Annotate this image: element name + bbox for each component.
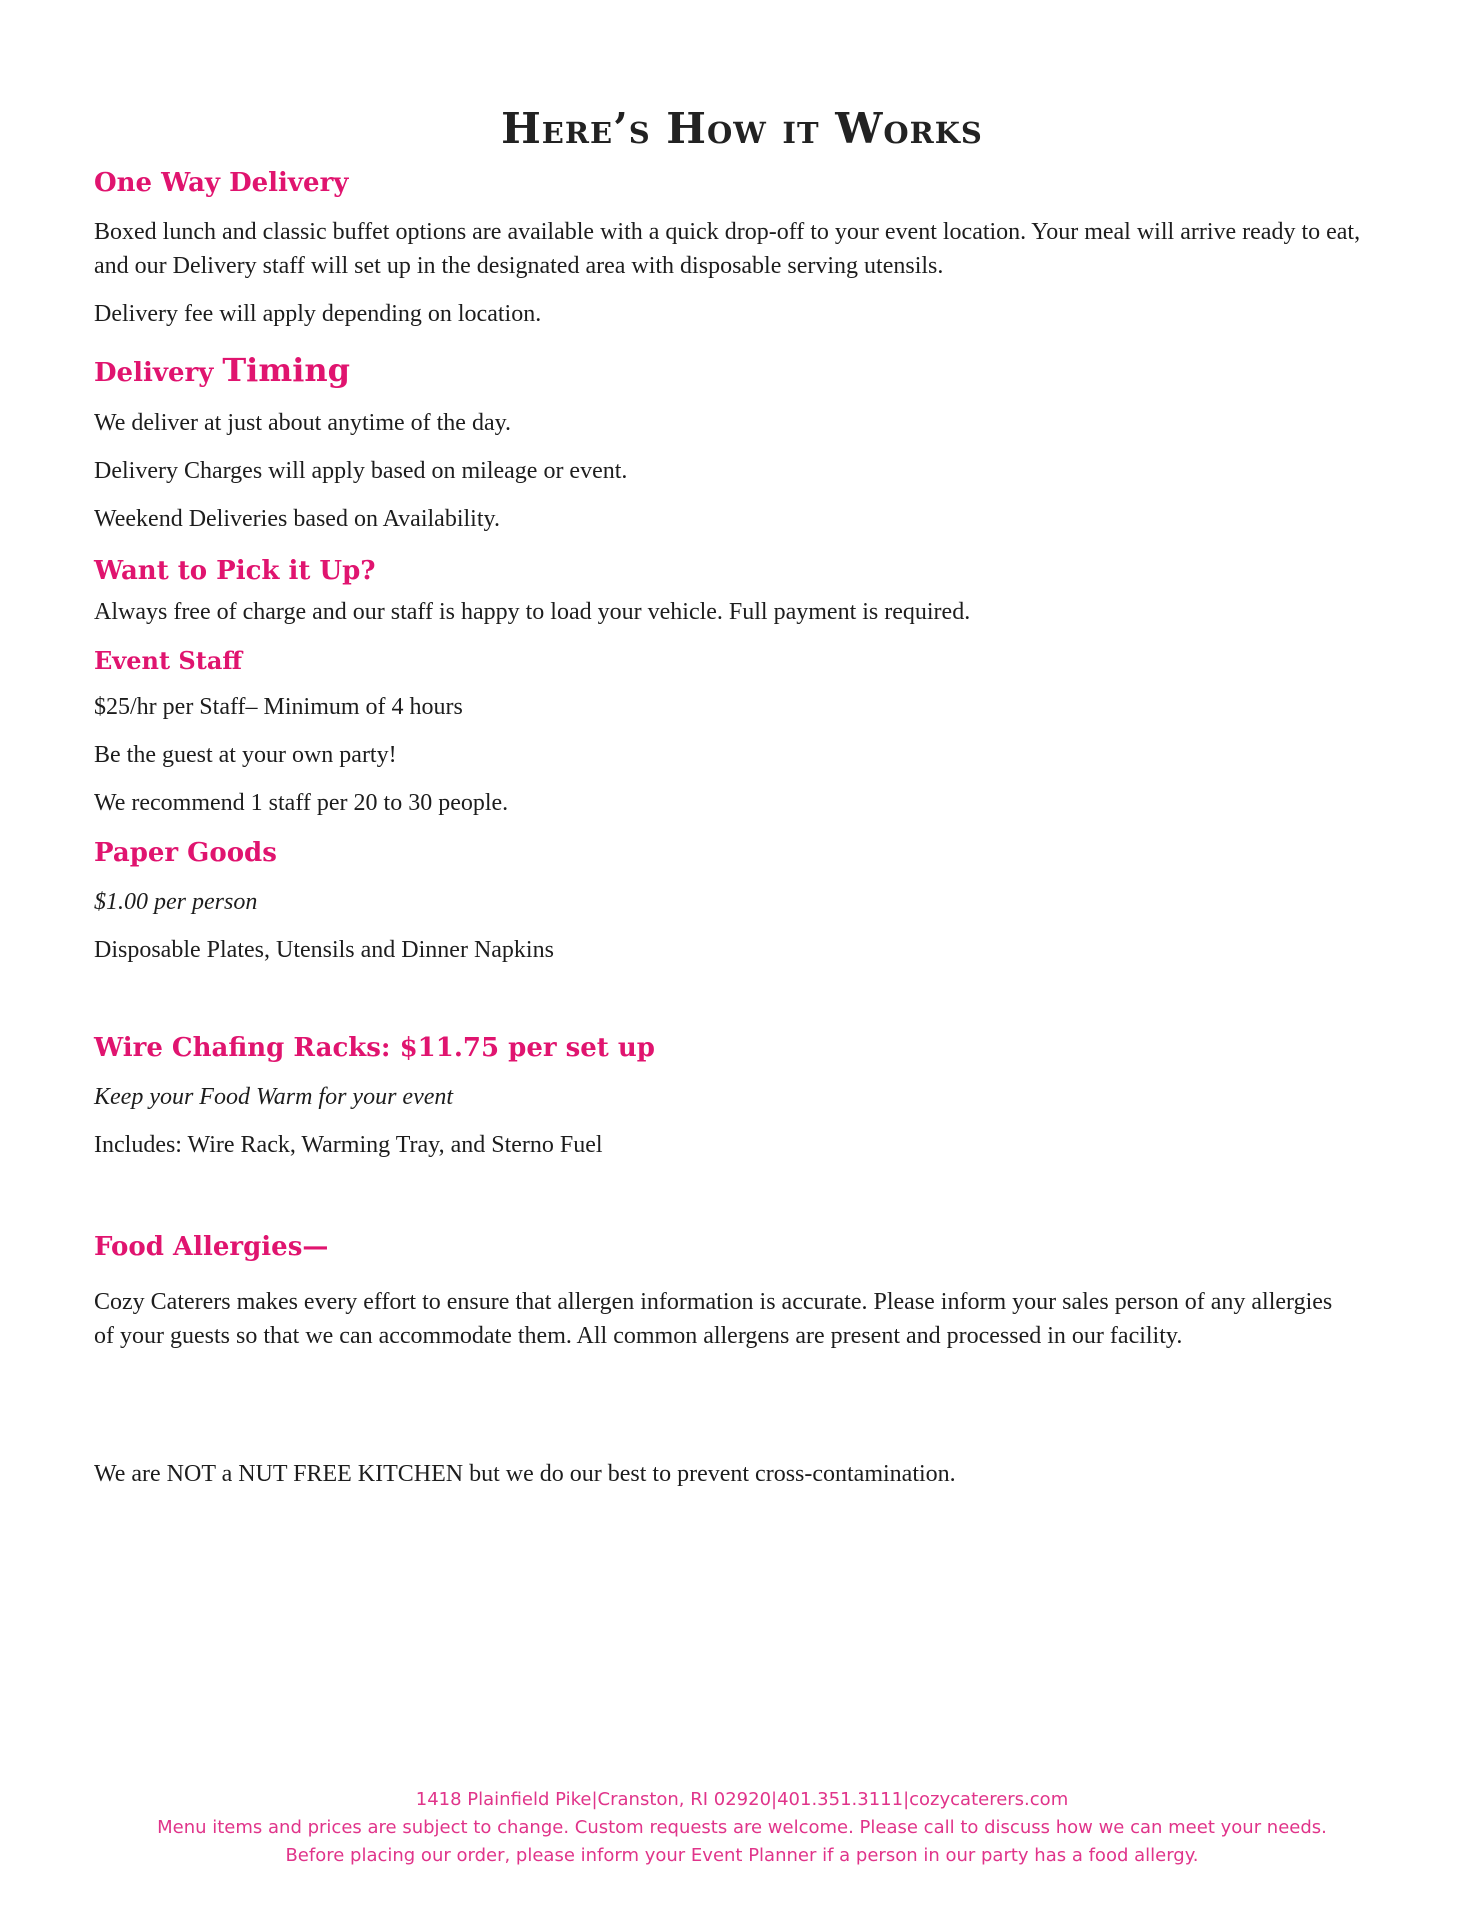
page-content — [94, 168, 1394, 1505]
wire-racks-line-1: Includes: Wire Rack, Warming Tray, and Sterno Fuel — [94, 1131, 603, 1158]
page-title: Here’s How it Works — [501, 104, 983, 153]
footer-allergy-line: Before placing our order, please inform your Event Planner if a person in our party has a food allergy. — [285, 1845, 1199, 1866]
delivery-timing-line-2: Delivery Charges will apply based on mileage or event. — [94, 457, 628, 484]
one-way-delivery-heading: One Way Delivery — [94, 168, 349, 198]
wire-racks-tagline: Keep your Food Warm for your event — [94, 1083, 454, 1110]
wire-racks-heading: Wire Chafing Racks: $11.75 per set up — [94, 1032, 655, 1063]
delivery-timing-heading-part1: Delivery — [94, 358, 223, 389]
one-way-delivery-description: Boxed lunch and classic buffet options are available with a quick drop-off to your event location. Your meal will arrive ready to eat, and our Delivery staff will set up in the designated area with disposable serving utensils. — [94, 219, 1361, 280]
section-delivery-timing — [94, 351, 1394, 535]
pick-up-line-1: Always free of charge and our staff is happy to load your vehicle. Full payment is required. — [94, 598, 971, 625]
delivery-timing-line-1: We deliver at just about anytime of the day. — [94, 409, 512, 436]
footer-contact-line: 1418 Plainfield Pike|Cranston, RI 02920|401.351.3111|cozycaterers.com — [415, 1789, 1069, 1810]
delivery-fee-note: Delivery fee will apply depending on location. — [94, 301, 542, 328]
section-event-staff — [94, 647, 1394, 820]
paper-goods-line-1: Disposable Plates, Utensils and Dinner Napkins — [94, 936, 554, 963]
paper-goods-heading: Paper Goods — [94, 837, 277, 868]
event-staff-line-2: Be the guest at your own party! — [94, 741, 397, 768]
food-allergies-heading: Food Allergies— — [94, 1231, 329, 1262]
delivery-timing-line-3: Weekend Deliveries based on Availability. — [94, 505, 500, 532]
section-paper-goods — [94, 838, 1394, 967]
section-pick-up — [94, 556, 1394, 629]
delivery-timing-heading-part2: Timing — [222, 351, 350, 390]
section-wire-racks — [94, 1033, 1394, 1162]
food-allergies-paragraph-1: Cozy Caterers makes every effort to ensure that allergen information is accurate. Please inform your sales person of any allergies of your guests so that we can accommodate them. All common allergens are present and processed in our facility. — [94, 1289, 1333, 1350]
page-footer — [0, 1786, 1484, 1870]
footer-disclaimer-line: Menu items and prices are subject to change. Custom requests are welcome. Please call to discuss how we can meet your needs. — [157, 1817, 1327, 1838]
event-staff-heading: Event Staff — [94, 645, 243, 675]
event-staff-line-1: $25/hr per Staff– Minimum of 4 hours — [94, 693, 463, 720]
section-one-way-delivery — [94, 168, 1394, 331]
pick-up-heading: Want to Pick it Up? — [94, 555, 376, 586]
event-staff-line-3: We recommend 1 staff per 20 to 30 people. — [94, 789, 509, 816]
paper-goods-price: $1.00 per person — [94, 888, 258, 915]
section-food-allergies — [94, 1232, 1394, 1491]
food-allergies-paragraph-2: We are NOT a NUT FREE KITCHEN but we do our best to prevent cross-contamination. — [94, 1461, 956, 1488]
delivery-timing-heading — [94, 351, 1394, 389]
